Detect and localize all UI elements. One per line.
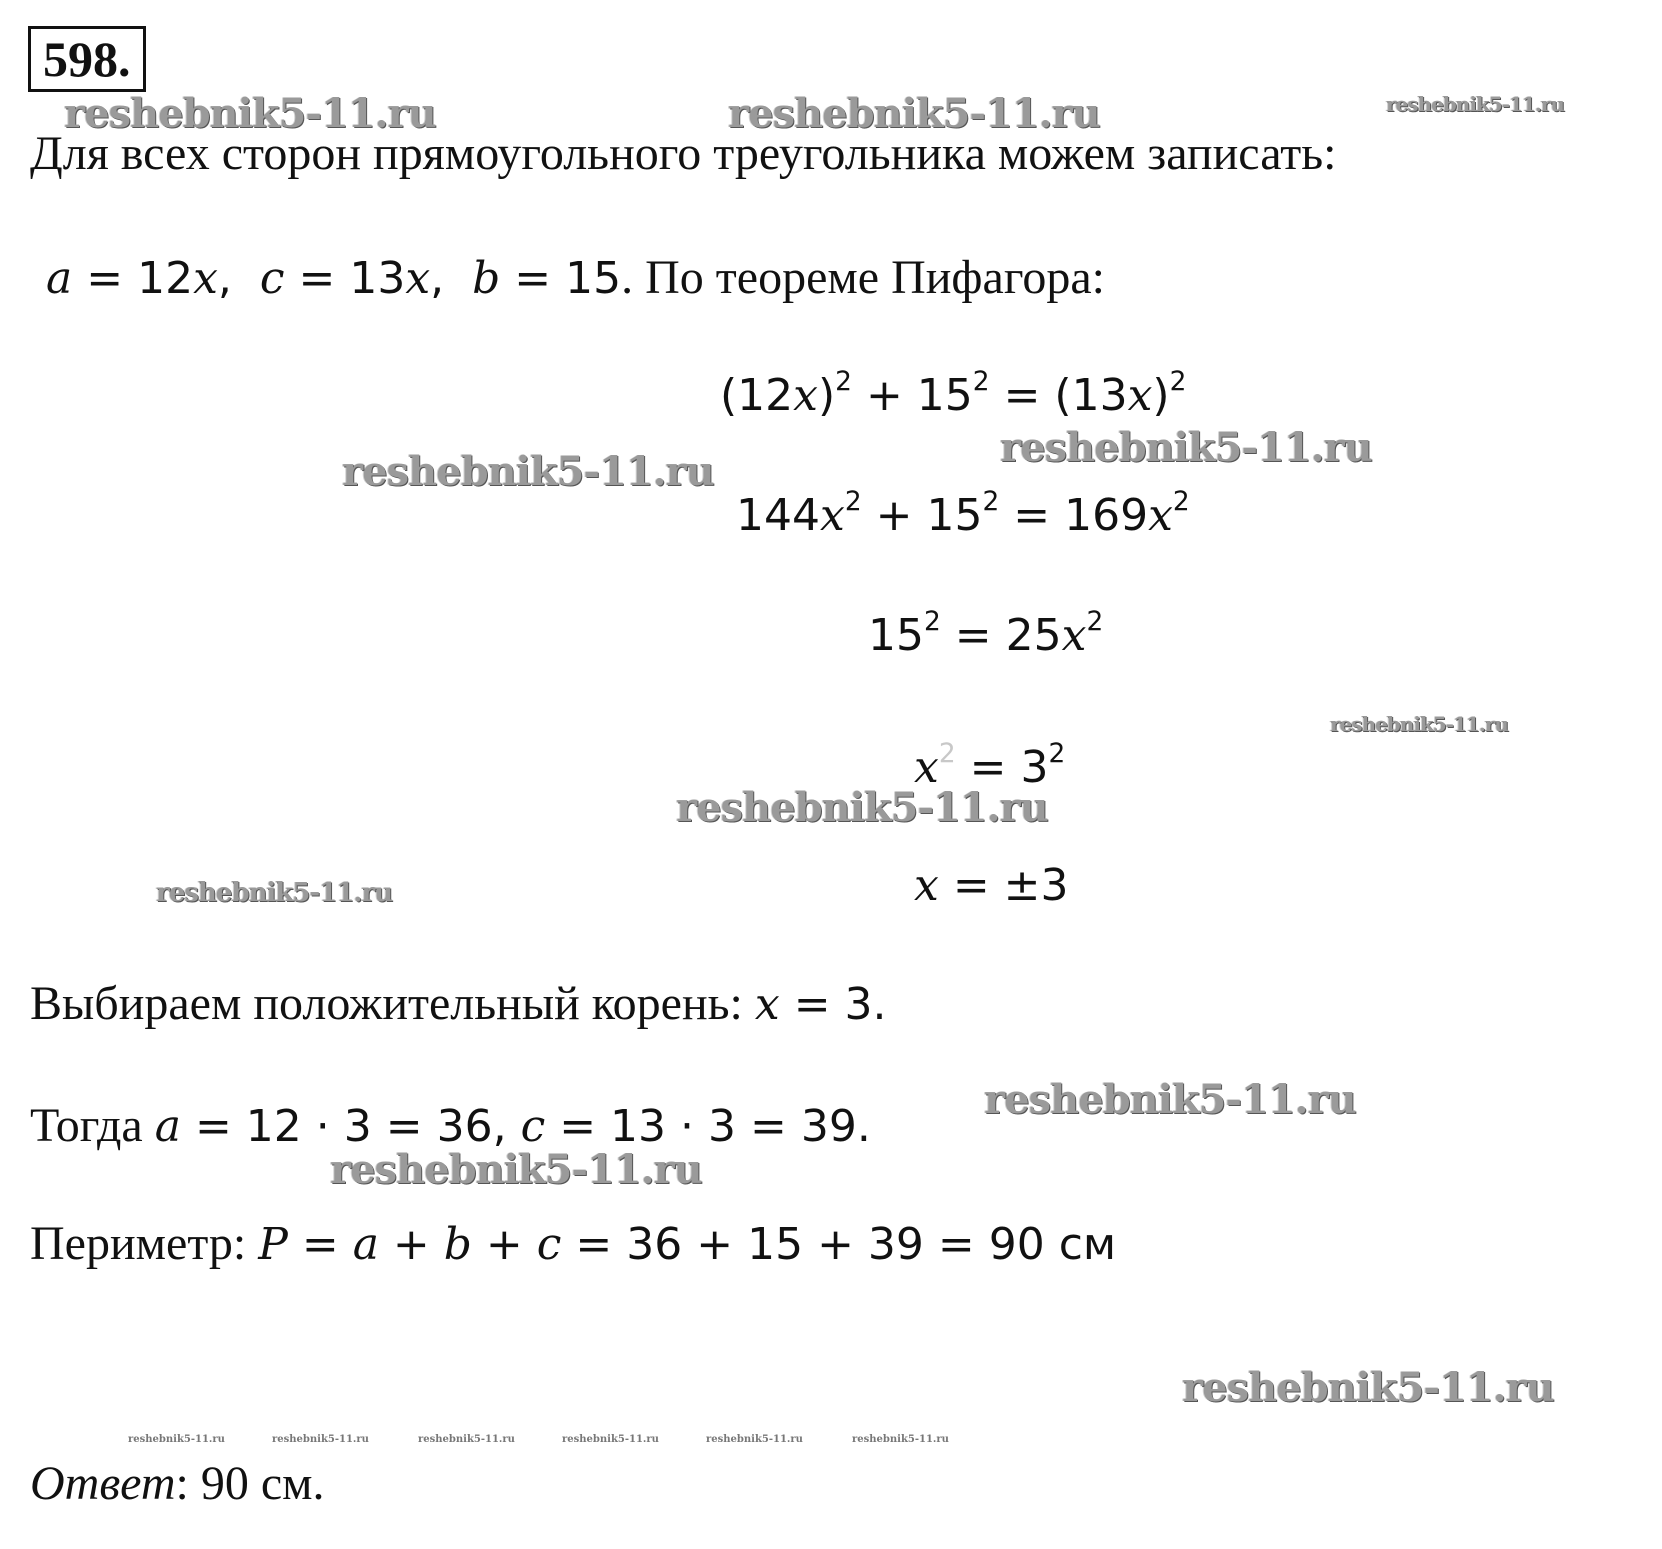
- equation-2: $144x^2 + 15^2 = 169x^2$: [736, 486, 1190, 541]
- equation-4: $x^2 = 3^2$: [914, 738, 1066, 793]
- watermark: reshebnik5-11.ru: [706, 1434, 803, 1445]
- watermark: reshebnik5-11.ru: [1182, 1364, 1554, 1411]
- watermark: reshebnik5-11.ru: [342, 448, 714, 495]
- watermark: reshebnik5-11.ru: [1386, 92, 1564, 116]
- sides-line: [46, 250, 1105, 307]
- answer-line: [30, 1456, 325, 1512]
- answer-label: Ответ: [30, 1457, 176, 1510]
- perimeter-line: Периметр: P = a + b + c = 36 + 15 + 39 = 90 см: [30, 1217, 1117, 1270]
- equation-5: x = ±3: [914, 860, 1069, 911]
- watermark: reshebnik5-11.ru: [852, 1434, 949, 1445]
- pythagoras-text: . По теореме Пифагора:: [621, 251, 1105, 304]
- watermark: reshebnik5-11.ru: [984, 1076, 1356, 1123]
- watermark: reshebnik5-11.ru: [676, 784, 1048, 831]
- watermark: reshebnik5-11.ru: [1330, 712, 1508, 736]
- watermark: reshebnik5-11.ru: [128, 1434, 225, 1445]
- watermark: reshebnik5-11.ru: [330, 1146, 702, 1193]
- watermark: reshebnik5-11.ru: [728, 90, 1100, 137]
- watermark: reshebnik5-11.ru: [418, 1434, 515, 1445]
- problem-number: 598.: [28, 26, 146, 92]
- equation-1: $(12x)^2 + 15^2 = (13x)^2$: [720, 366, 1187, 421]
- answer-value: : 90 см.: [175, 1457, 325, 1510]
- choose-root-line: Выбираем положительный корень: x = 3.: [30, 977, 887, 1030]
- watermark: reshebnik5-11.ru: [1000, 424, 1372, 471]
- watermark: reshebnik5-11.ru: [156, 878, 393, 908]
- watermark: reshebnik5-11.ru: [64, 90, 436, 137]
- watermark: reshebnik5-11.ru: [562, 1434, 659, 1445]
- equation-3: $15^2 = 25x^2$: [868, 606, 1104, 661]
- sides-math: a = 12x, c = 13x, b = 15: [46, 253, 622, 304]
- watermark: reshebnik5-11.ru: [272, 1434, 369, 1445]
- intro-text: Для всех сторон прямоугольного треугольника можем записать:: [30, 127, 1337, 180]
- then-line: Тогда a = 12 · 3 = 36, c = 13 · 3 = 39.: [30, 1099, 871, 1152]
